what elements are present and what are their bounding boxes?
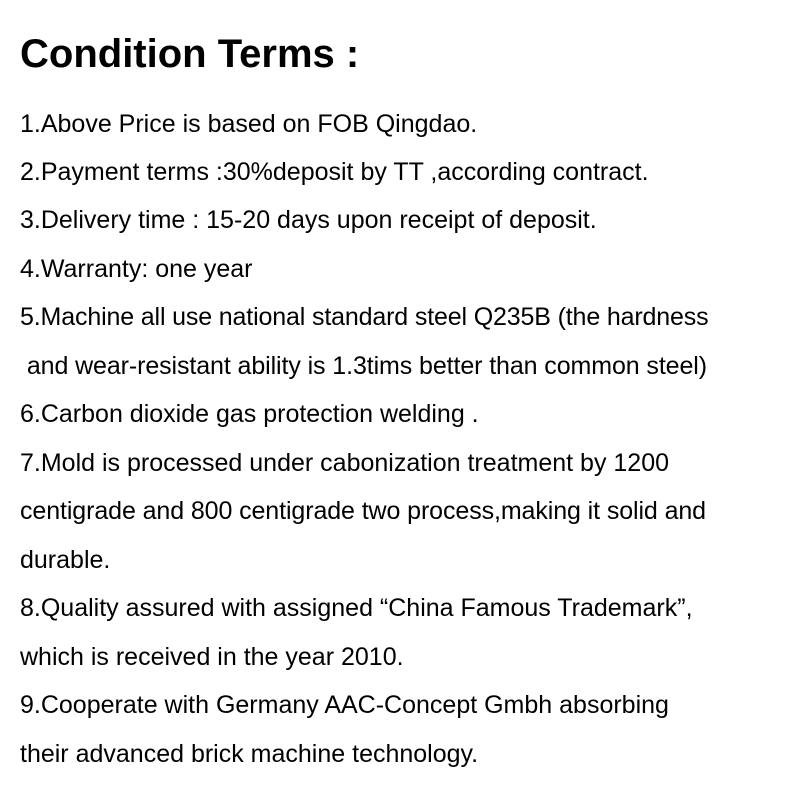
term-line-8-quality: 8.Quality assured with assigned “China Famous Trademark”, [20, 594, 693, 622]
term-line-9-cooperation-continued: their advanced brick machine technology. [20, 740, 479, 768]
term-line-7-mold: 7.Mold is processed under cabonization treatment by 1200 [20, 449, 669, 477]
term-line-6-welding: 6.Carbon dioxide gas protection welding . [20, 400, 479, 428]
term-line-7-mold-end: durable. [20, 546, 111, 574]
term-line-5-steel: 5.Machine all use national standard steel Q235B (the hardness [20, 303, 709, 331]
term-line-2-payment: 2.Payment terms :30%deposit by TT ,according contract. [20, 158, 649, 186]
term-line-3-delivery: 3.Delivery time : 15-20 days upon receipt of deposit. [20, 206, 597, 234]
term-line-7-mold-continued: centigrade and 800 centigrade two process,making it solid and [20, 497, 706, 525]
term-line-8-quality-continued: which is received in the year 2010. [20, 643, 404, 671]
document-title: Condition Terms : [20, 32, 360, 76]
term-line-5-steel-continued: and wear-resistant ability is 1.3tims better than common steel) [20, 352, 707, 380]
term-line-4-warranty: 4.Warranty: one year [20, 255, 253, 283]
term-line-9-cooperation: 9.Cooperate with Germany AAC-Concept Gmbh absorbing [20, 691, 669, 719]
term-line-1-price: 1.Above Price is based on FOB Qingdao. [20, 110, 478, 138]
